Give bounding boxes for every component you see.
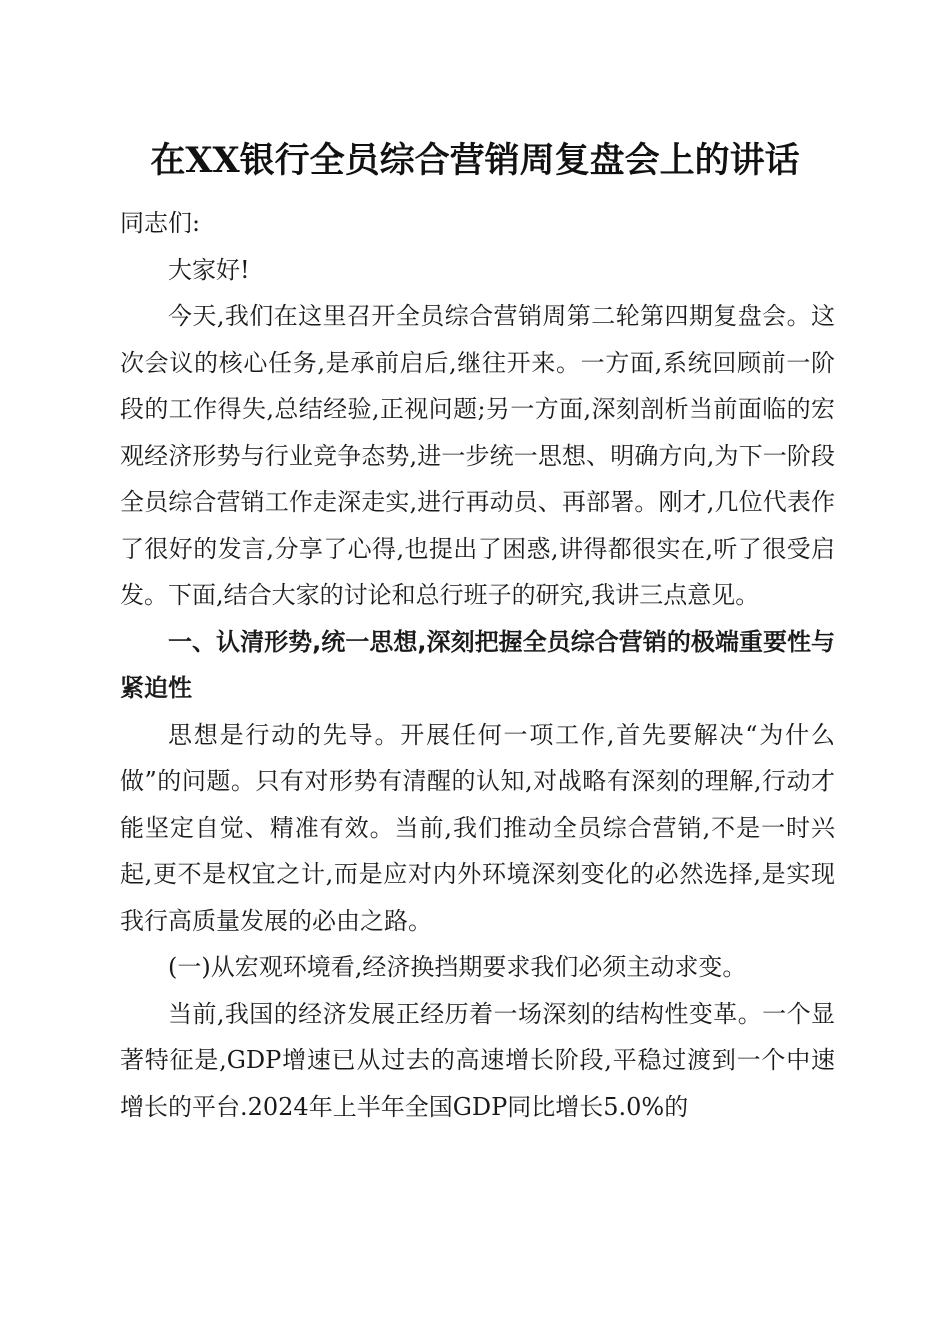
subsection-heading-1: (一)从宏观环境看,经济换挡期要求我们必须主动求变。: [168, 953, 747, 981]
section-heading-1: 一、认清形势,统一思想,深刻把握全员综合营销的极端重要性与紧迫性: [120, 627, 835, 702]
document-body: [120, 200, 835, 1130]
paragraph-intro: 今天,我们在这里召开全员综合营销周第二轮第四期复盘会。这次会议的核心任务,是承前启后,继往开来。一方面,系统回顾前一阶段的工作得失,总结经验,正视问题;另一方面,深刻剖析当前面临的宏观经济形势与行业竞争态势,进一步统一思想、明确方向,为下一阶段全员综合营销工作走深走实,进行再动员、再部署。刚才,几位代表作了很好的发言,分享了心得,也提出了困惑,讲得都很实在,听了很受启发。下面,结合大家的讨论和总行班子的研究,我讲三点意见。: [120, 302, 835, 609]
greeting: 大家好!: [168, 255, 250, 284]
salutation: 同志们:: [120, 209, 201, 237]
paragraph-section-1: 思想是行动的先导。开展任何一项工作,首先要解决“为什么做”的问题。只有对形势有清醒的认知,对战略有深刻的理解,行动才能坚定自觉、精准有效。当前,我们推动全员综合营销,不是一时兴起,更不是权宜之计,而是应对内外环境深刻变化的必然选择,是实现我行高质量发展的必由之路。: [120, 720, 835, 935]
paragraph-subsection-1: 当前,我国的经济发展正经历着一场深刻的结构性变革。一个显著特征是,GDP增速已从过去的高速增长阶段,平稳过渡到一个中速增长的平台.2024年上半年全国GDP同比增长5.0%的: [120, 999, 835, 1121]
document-title: 在XX银行全员综合营销周复盘会上的讲话: [150, 140, 800, 181]
